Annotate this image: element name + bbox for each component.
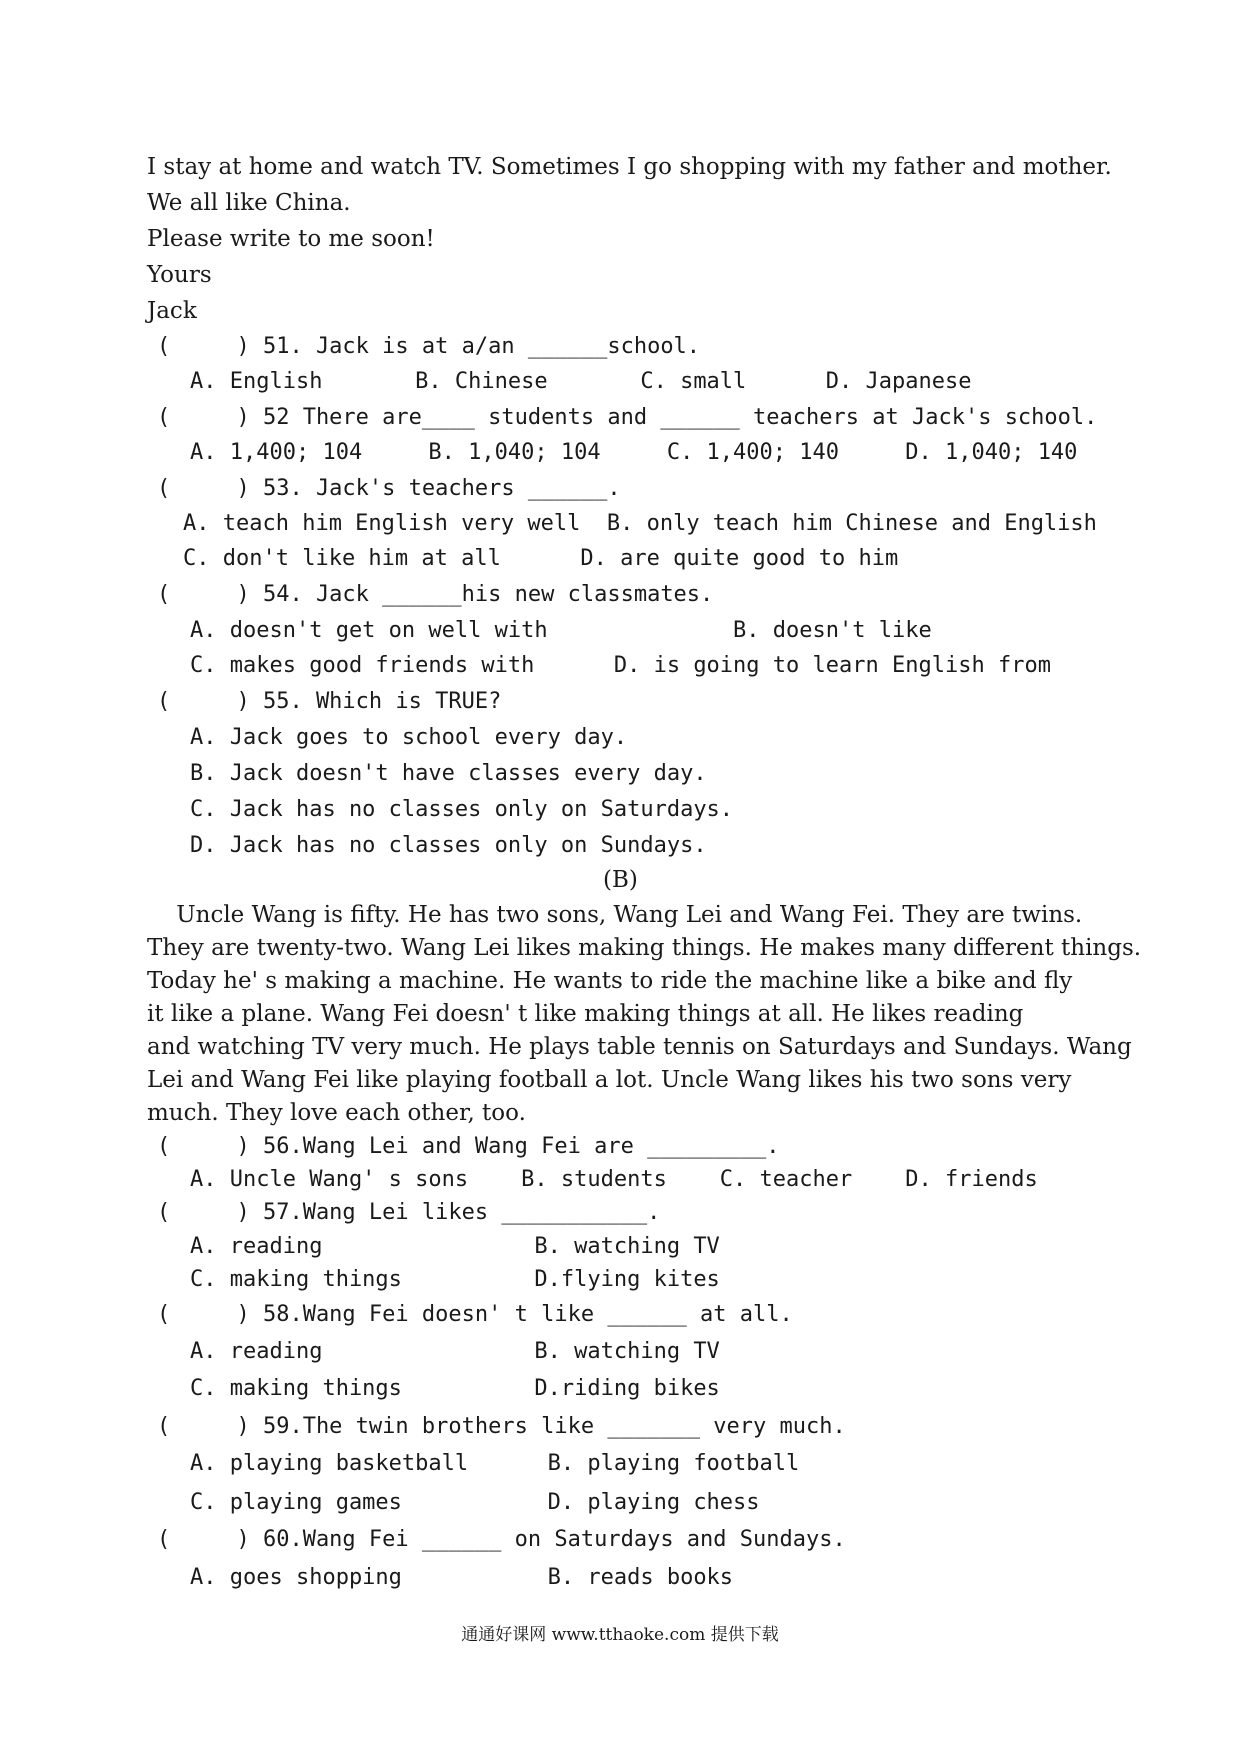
- passage-line-3: Today he' s making a machine. He wants to ride the machine like a bike and fly: [147, 968, 1073, 994]
- question-54-options-ab: A. doesn't get on well with B. doesn't like: [190, 618, 932, 643]
- question-57-stem: ( ) 57.Wang Lei likes ___________.: [157, 1200, 661, 1225]
- passage-line-6: Lei and Wang Fei like playing football a lot. Uncle Wang likes his two sons very: [147, 1067, 1072, 1093]
- letter-line-1: I stay at home and watch TV. Sometimes I go shopping with my father and mother.: [147, 154, 1112, 180]
- section-b-heading: (B): [603, 867, 638, 893]
- letter-line-2: We all like China.: [147, 190, 351, 216]
- passage-line-4: it like a plane. Wang Fei doesn' t like making things at all. He likes reading: [147, 1001, 1024, 1027]
- question-53-options-ab: A. teach him English very well B. only teach him Chinese and English: [183, 511, 1097, 536]
- letter-line-5: Jack: [147, 298, 197, 324]
- question-57-options-cd: C. making things D.flying kites: [190, 1267, 720, 1292]
- letter-line-4: Yours: [147, 262, 212, 288]
- question-59-options-ab: A. playing basketball B. playing football: [190, 1451, 800, 1476]
- question-58-options-cd: C. making things D.riding bikes: [190, 1376, 720, 1401]
- question-60-options-ab: A. goes shopping B. reads books: [190, 1565, 734, 1590]
- question-51-stem: ( ) 51. Jack is at a/an ______school.: [157, 334, 701, 359]
- question-56-stem: ( ) 56.Wang Lei and Wang Fei are _________.: [157, 1134, 780, 1159]
- question-52-options: A. 1,400; 104 B. 1,040; 104 C. 1,400; 140 D. 1,040; 140: [190, 440, 1078, 465]
- question-55-option-d: D. Jack has no classes only on Sundays.: [190, 833, 707, 858]
- question-51-options: A. English B. Chinese C. small D. Japanese: [190, 369, 972, 394]
- question-54-stem: ( ) 54. Jack ______his new classmates.: [157, 582, 714, 607]
- question-55-stem: ( ) 55. Which is TRUE?: [157, 689, 502, 714]
- question-53-stem: ( ) 53. Jack's teachers ______.: [157, 476, 621, 501]
- question-59-options-cd: C. playing games D. playing chess: [190, 1490, 760, 1515]
- passage-line-7: much. They love each other, too.: [147, 1100, 526, 1126]
- passage-line-5: and watching TV very much. He plays table tennis on Saturdays and Sundays. Wang: [147, 1034, 1132, 1060]
- question-55-option-c: C. Jack has no classes only on Saturdays.: [190, 797, 734, 822]
- question-59-stem: ( ) 59.The twin brothers like _______ very much.: [157, 1414, 846, 1439]
- footer-credit: 通通好课网 www.tthaoke.com 提供下载: [461, 1625, 779, 1645]
- question-58-stem: ( ) 58.Wang Fei doesn' t like ______ at all.: [157, 1302, 793, 1327]
- question-60-stem: ( ) 60.Wang Fei ______ on Saturdays and Sundays.: [157, 1527, 846, 1552]
- question-57-options-ab: A. reading B. watching TV: [190, 1234, 720, 1259]
- question-56-options: A. Uncle Wang' s sons B. students C. teacher D. friends: [190, 1167, 1038, 1192]
- passage-line-1: Uncle Wang is fifty. He has two sons, Wang Lei and Wang Fei. They are twins.: [147, 902, 1083, 928]
- question-52-stem: ( ) 52 There are____ students and ______ teachers at Jack's school.: [157, 405, 1098, 430]
- question-55-option-a: A. Jack goes to school every day.: [190, 725, 628, 750]
- question-53-options-cd: C. don't like him at all D. are quite good to him: [183, 546, 899, 571]
- passage-line-2: They are twenty-two. Wang Lei likes making things. He makes many different things.: [147, 935, 1142, 961]
- question-55-option-b: B. Jack doesn't have classes every day.: [190, 761, 707, 786]
- question-58-options-ab: A. reading B. watching TV: [190, 1339, 720, 1364]
- letter-line-3: Please write to me soon!: [147, 226, 435, 252]
- question-54-options-cd: C. makes good friends with D. is going to learn English from: [190, 653, 1051, 678]
